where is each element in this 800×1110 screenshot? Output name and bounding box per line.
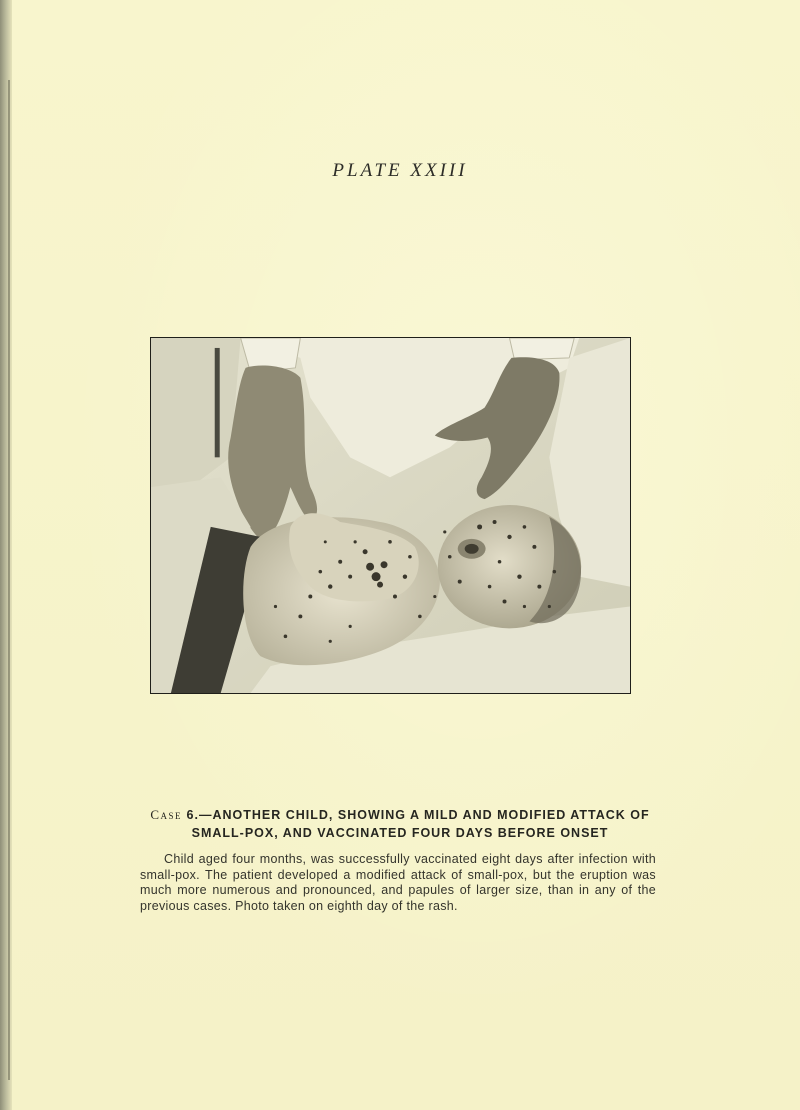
plate-photograph <box>150 337 631 694</box>
photograph-icon <box>151 338 630 693</box>
case-number: 6.— <box>182 808 213 822</box>
case-label: Case <box>150 807 183 822</box>
caption-heading <box>140 806 660 842</box>
caption-heading-text: ANOTHER CHILD, SHOWING A MILD AND MODIFIED ATTACK OF SMALL-POX, AND VACCINATED FOUR DAYS BEFORE ONSET <box>191 808 650 840</box>
spine-gutter-line <box>8 80 10 1080</box>
plate-title: PLATE XXIII <box>332 160 468 181</box>
caption-body: Child aged four months, was successfully vaccinated eight days after infection with small-pox. The patient developed a modified attack of small-pox, but the eruption was much more numerous and pronounced, and papules of larger size, than in any of the previous cases. Photo taken on eighth day of the rash. <box>140 852 656 913</box>
